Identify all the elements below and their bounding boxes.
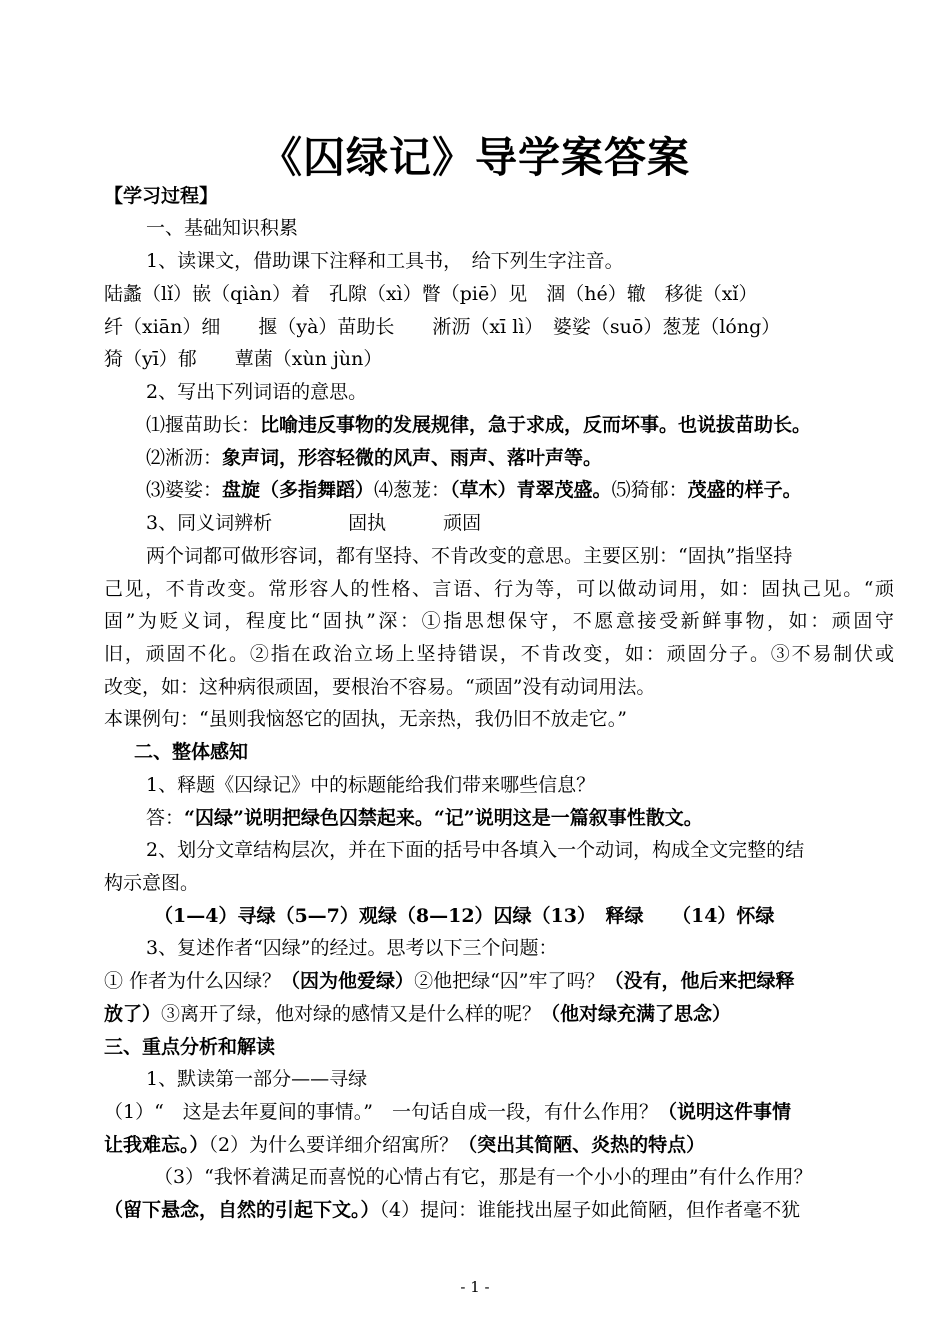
question-line: 3、复述作者“囚绿”的经过。思考以下三个问题： [146,937,558,959]
question-line: 2、划分文章结构层次，并在下面的括号中各填入一个动词，构成全文完整的结 [146,839,805,861]
answer-text: （留下悬念，自然的引起下文。） [104,1199,380,1221]
question-line: （3）“我怀着满足而喜悦的心情占有它，那是有一个小小的理由”有什么作用？ [154,1166,813,1188]
question-text: ②他把绿“囚”牢了吗？ [414,970,605,992]
answer-text: （没有，他后来把绿释 [604,970,795,992]
question-line: 2、写出下列词语的意思。 [146,381,368,403]
definition-line [146,474,802,507]
answer-label: 答： [146,807,185,829]
question-text: ① 作者为什么囚绿？ [104,970,282,992]
question-line: 1、默读第一部分——寻绿 [146,1068,368,1090]
paragraph-line: 己见，不肯改变。常形容人的性格、言语、行为等，可以做动词用，如：固执己见。“顽 [104,578,894,600]
definition-answer: 象声词，形容轻微的风声、雨声、落叶声等。 [222,447,603,469]
question-answer-line [104,1194,800,1227]
section-heading-learning-process: 【学习过程】 [104,185,219,207]
document-title: 《囚绿记》导学案答案 [259,133,690,182]
question-line: 1、读课文，借助课下注释和工具书， 给下列生字注音。 [146,250,624,272]
answer-text: 让我难忘。） [104,1134,209,1156]
definition-label: ⑸猗郁： [611,479,688,501]
definition-label: ⑶婆娑： [146,479,223,501]
answer-text: （因为他爱绿） [281,970,415,992]
structure-answer: （1—4）寻绿（5—7）观绿（8—12）囚绿（13） 释绿 （14）怀绿 [154,905,775,927]
paragraph-line: 旧，顽固不化。②指在政治立场上坚持错误，不肯改变，如：顽固分子。③不易制伏或 [104,643,894,665]
pinyin-line: 纤（xiān）细 揠（yà）苗助长 淅沥（xī lì） 婆娑（suō）葱茏（lóng） [104,316,781,338]
page-number: - 1 - [460,1278,490,1296]
definition-line [146,442,602,475]
definition-label: ⑵淅沥： [146,447,223,469]
paragraph-line: 改变，如：这种病很顽固，要根治不容易。“顽固”没有动词用法。 [104,676,656,698]
paragraph-line: 本课例句：“虽则我恼怒它的固执，无亲热，我仍旧不放走它。” [104,708,627,730]
paragraph-line: 固”为贬义词，程度比“固执”深：①指思想保守，不愿意接受新鲜事物，如：顽固守 [104,610,894,632]
pinyin-line: 陆蠡（lǐ）嵌（qiàn）着 孔隙（xì）瞥（piē）见 涸（hé）辙 移徙（xǐ） [104,283,758,305]
answer-text: （突出其简陋、炎热的特点） [458,1134,706,1156]
answer-text: （他对绿充满了思念） [541,1003,732,1025]
question-line: 1、释题《囚绿记》中的标题能给我们带来哪些信息？ [146,774,596,796]
section-heading-overall: 二、整体感知 [134,741,249,763]
definition-answer: 盘旋（多指舞蹈） [222,479,375,501]
section-heading-basic-knowledge: 一、基础知识积累 [146,217,299,239]
pinyin-line: 猗（yī）郁 蕈菌（xùn jùn） [104,348,383,370]
question-answer-line [104,1096,791,1129]
definition-line [146,409,811,442]
answer-line [146,802,703,835]
question-answer-line [104,1129,705,1162]
definition-answer: 茂盛的样子。 [687,479,802,501]
definition-answer: （草木）青翠茂盛。 [450,479,612,501]
question-line: 3、同义词辨析 固执 顽固 [146,512,482,534]
question-answer-line [104,998,731,1031]
answer-text: （说明这件事情 [658,1101,792,1123]
question-text: （1）“ 这是去年夏间的事情。” 一句话自成一段，有什么作用？ [104,1101,659,1123]
question-answer-line [104,965,795,998]
paragraph-line: 两个词都可做形容词，都有坚持、不肯改变的意思。主要区别：“固执”指坚持 [146,545,793,567]
question-text: （2）为什么要详细介绍寓所？ [208,1134,459,1156]
question-text: （4）提问：谁能找出屋子如此简陋，但作者毫不犹 [379,1199,801,1221]
question-text: ③离开了绿，他对绿的感情又是什么样的呢？ [161,1003,542,1025]
definition-label: ⑴揠苗助长： [146,414,261,436]
definition-answer: 比喻违反事物的发展规律，急于求成，反而坏事。也说拔苗助长。 [260,414,812,436]
answer-text: 放了） [104,1003,162,1025]
definition-label: ⑷葱茏： [374,479,451,501]
section-heading-key-analysis: 三、重点分析和解读 [104,1036,276,1058]
question-line: 构示意图。 [104,872,200,894]
answer-text: “囚绿”说明把绿色囚禁起来。“记”说明这是一篇叙事性散文。 [184,807,703,829]
